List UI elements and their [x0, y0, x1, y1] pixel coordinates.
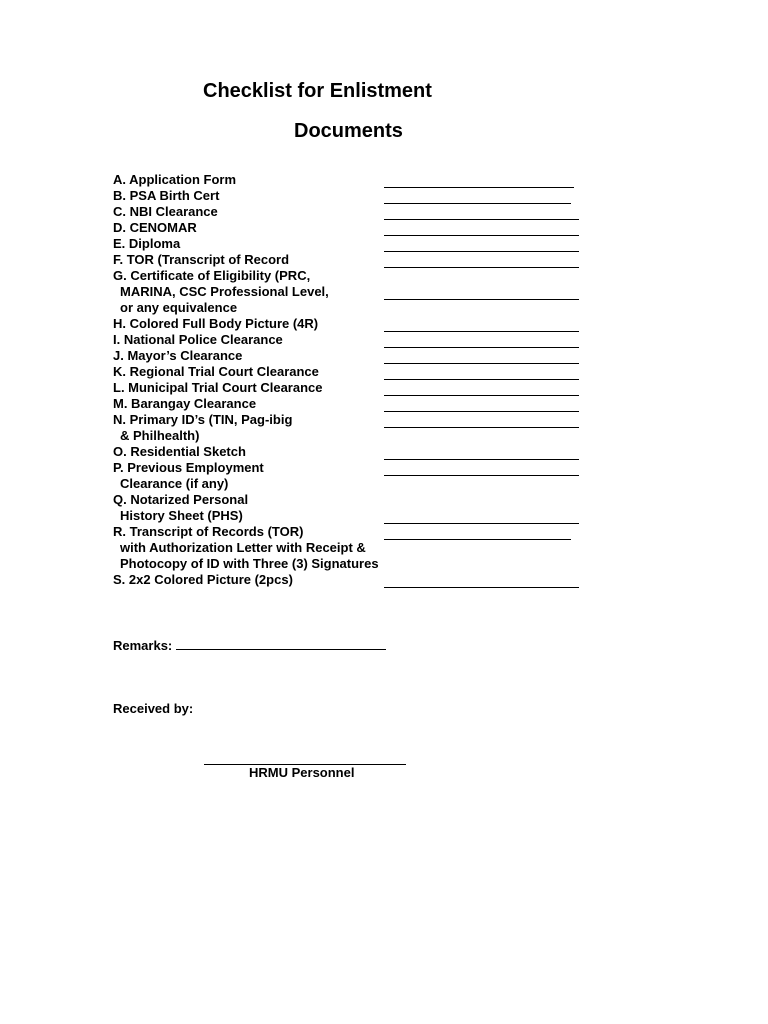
checklist-item-label: M. Barangay Clearance — [113, 396, 593, 412]
checklist-item-label: D. CENOMAR — [113, 220, 593, 236]
document-title-line-2: Documents — [294, 120, 403, 142]
checklist-item — [113, 268, 593, 316]
checklist-item-label: P. Previous Employment — [113, 460, 593, 476]
checklist-item — [113, 460, 593, 492]
checklist-item — [113, 572, 593, 588]
checklist-item — [113, 236, 593, 252]
checklist-item-label: E. Diploma — [113, 236, 593, 252]
checklist-item-label: B. PSA Birth Cert — [113, 188, 593, 204]
checklist-item-continuation: MARINA, CSC Professional Level, — [113, 284, 593, 300]
checklist-item-label: R. Transcript of Records (TOR) — [113, 524, 593, 540]
checklist-item — [113, 364, 593, 380]
checklist-item — [113, 172, 593, 188]
remarks-field — [113, 637, 386, 653]
remarks-label: Remarks: — [113, 638, 173, 653]
checklist-item-label: H. Colored Full Body Picture (4R) — [113, 316, 593, 332]
checklist-item-label: Q. Notarized Personal — [113, 492, 249, 507]
checklist-item — [113, 412, 593, 444]
checklist-item — [113, 492, 593, 524]
received-by-label: Received by: — [113, 701, 194, 716]
checklist-item — [113, 252, 593, 268]
checklist-item-label: C. NBI Clearance — [113, 204, 593, 220]
checklist-item-continuation: Clearance (if any) — [120, 476, 229, 491]
checklist-item-continuation: with Authorization Letter with Receipt & — [120, 540, 366, 555]
checklist-item — [113, 380, 593, 396]
checklist-item-label: S. 2x2 Colored Picture (2pcs) — [113, 572, 593, 588]
checklist-item-label: L. Municipal Trial Court Clearance — [113, 380, 593, 396]
checklist-item — [113, 188, 593, 204]
checklist-item-label: N. Primary ID’s (TIN, Pag-ibig — [113, 412, 593, 428]
checklist-item-label: G. Certificate of Eligibility (PRC, — [113, 268, 311, 283]
checklist-item — [113, 332, 593, 348]
checklist-item-label: F. TOR (Transcript of Record — [113, 252, 593, 268]
signatory-label: HRMU Personnel — [249, 765, 355, 780]
checklist-item — [113, 204, 593, 220]
checklist-item-label: O. Residential Sketch — [113, 444, 593, 460]
checklist-item-continuation: History Sheet (PHS) — [113, 508, 593, 524]
checklist-item-label: J. Mayor’s Clearance — [113, 348, 593, 364]
checklist-item — [113, 444, 593, 460]
remarks-blank-line — [176, 637, 386, 650]
checklist-item-label: I. National Police Clearance — [113, 332, 593, 348]
checklist-item-continuation: Photocopy of ID with Three (3) Signatures — [120, 556, 379, 571]
checklist-item-label: K. Regional Trial Court Clearance — [113, 364, 593, 380]
checklist-item — [113, 316, 593, 332]
checklist-items — [113, 172, 593, 588]
checklist-item-continuation: or any equivalence — [120, 300, 238, 315]
checklist-item — [113, 524, 593, 572]
checklist-item — [113, 348, 593, 364]
checklist-item-label: A. Application Form — [113, 172, 593, 188]
checklist-item-continuation: & Philhealth) — [120, 428, 200, 443]
checklist-item-blank-line — [384, 587, 579, 588]
checklist-item — [113, 396, 593, 412]
document-title: Checklist for Enlistment — [203, 80, 432, 102]
checklist-item — [113, 220, 593, 236]
